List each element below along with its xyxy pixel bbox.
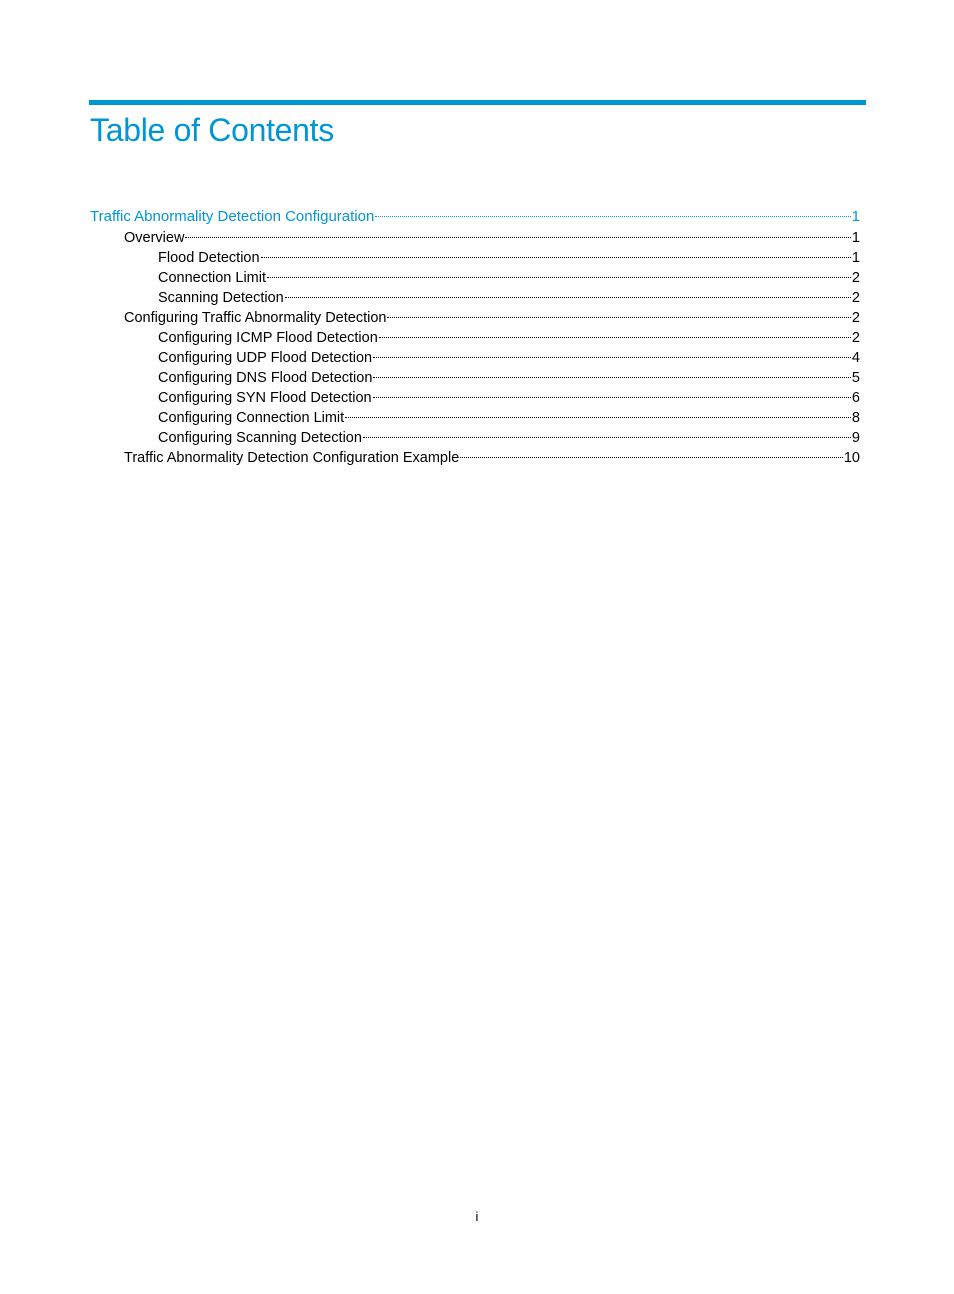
toc-dot-leader <box>373 357 851 358</box>
toc-dot-leader <box>387 317 850 318</box>
toc-entry-label: Connection Limit <box>158 270 266 286</box>
toc-entry-page: 2 <box>851 330 860 346</box>
toc-entry[interactable] <box>90 308 860 328</box>
toc-dot-leader <box>285 297 851 298</box>
toc-entry[interactable] <box>90 388 860 408</box>
toc-dot-leader <box>345 417 851 418</box>
toc-entry[interactable] <box>90 368 860 388</box>
toc-entry-label: Traffic Abnormality Detection Configuration <box>90 208 375 225</box>
toc-dot-leader <box>267 277 851 278</box>
toc-entry-label: Configuring SYN Flood Detection <box>158 390 372 406</box>
toc-entry-label: Traffic Abnormality Detection Configuration Example <box>124 450 460 466</box>
toc-entry-page: 8 <box>851 410 860 426</box>
toc-entry[interactable] <box>90 448 860 468</box>
toc-dot-leader <box>363 437 851 438</box>
toc-dot-leader <box>375 216 850 217</box>
toc-entry-label: Configuring UDP Flood Detection <box>158 350 373 366</box>
toc-entry-page: 10 <box>843 450 860 466</box>
toc-entry-page: 4 <box>851 350 860 366</box>
toc-entry-page: 1 <box>851 250 860 266</box>
toc-entry-page: 9 <box>851 430 860 446</box>
toc-dot-leader <box>373 377 851 378</box>
toc-entry[interactable] <box>90 206 860 228</box>
toc-entry-page: 2 <box>851 270 860 286</box>
toc-entry-label: Configuring ICMP Flood Detection <box>158 330 378 346</box>
toc-entry[interactable] <box>90 348 860 368</box>
toc-entry-label: Flood Detection <box>158 250 260 266</box>
toc-entry-page: 1 <box>851 230 860 246</box>
toc-dot-leader <box>373 397 851 398</box>
toc-dot-leader <box>379 337 851 338</box>
toc-entry-page: 2 <box>851 290 860 306</box>
toc-dot-leader <box>460 457 843 458</box>
title-rule <box>89 100 866 105</box>
toc-entry[interactable] <box>90 248 860 268</box>
toc-dot-leader <box>185 237 850 238</box>
page-title: Table of Contents <box>90 112 334 148</box>
toc-dot-leader <box>261 257 851 258</box>
toc-entry-label: Configuring Connection Limit <box>158 410 345 426</box>
toc-entry-label: Configuring Scanning Detection <box>158 430 362 446</box>
toc-entry-label: Configuring Traffic Abnormality Detection <box>124 310 387 326</box>
page-number: i <box>475 1209 479 1224</box>
toc-entry-page: 6 <box>851 390 860 406</box>
toc-entry[interactable] <box>90 428 860 448</box>
toc-entry-page: 1 <box>851 208 860 225</box>
toc-entry[interactable] <box>90 288 860 308</box>
table-of-contents <box>90 206 860 468</box>
toc-entry-label: Scanning Detection <box>158 290 284 306</box>
toc-entry[interactable] <box>90 228 860 248</box>
toc-entry-page: 5 <box>851 370 860 386</box>
toc-entry-page: 2 <box>851 310 860 326</box>
toc-entry-label: Configuring DNS Flood Detection <box>158 370 373 386</box>
toc-entry[interactable] <box>90 328 860 348</box>
toc-entry[interactable] <box>90 268 860 288</box>
toc-entry-label: Overview <box>124 230 185 246</box>
toc-entry[interactable] <box>90 408 860 428</box>
